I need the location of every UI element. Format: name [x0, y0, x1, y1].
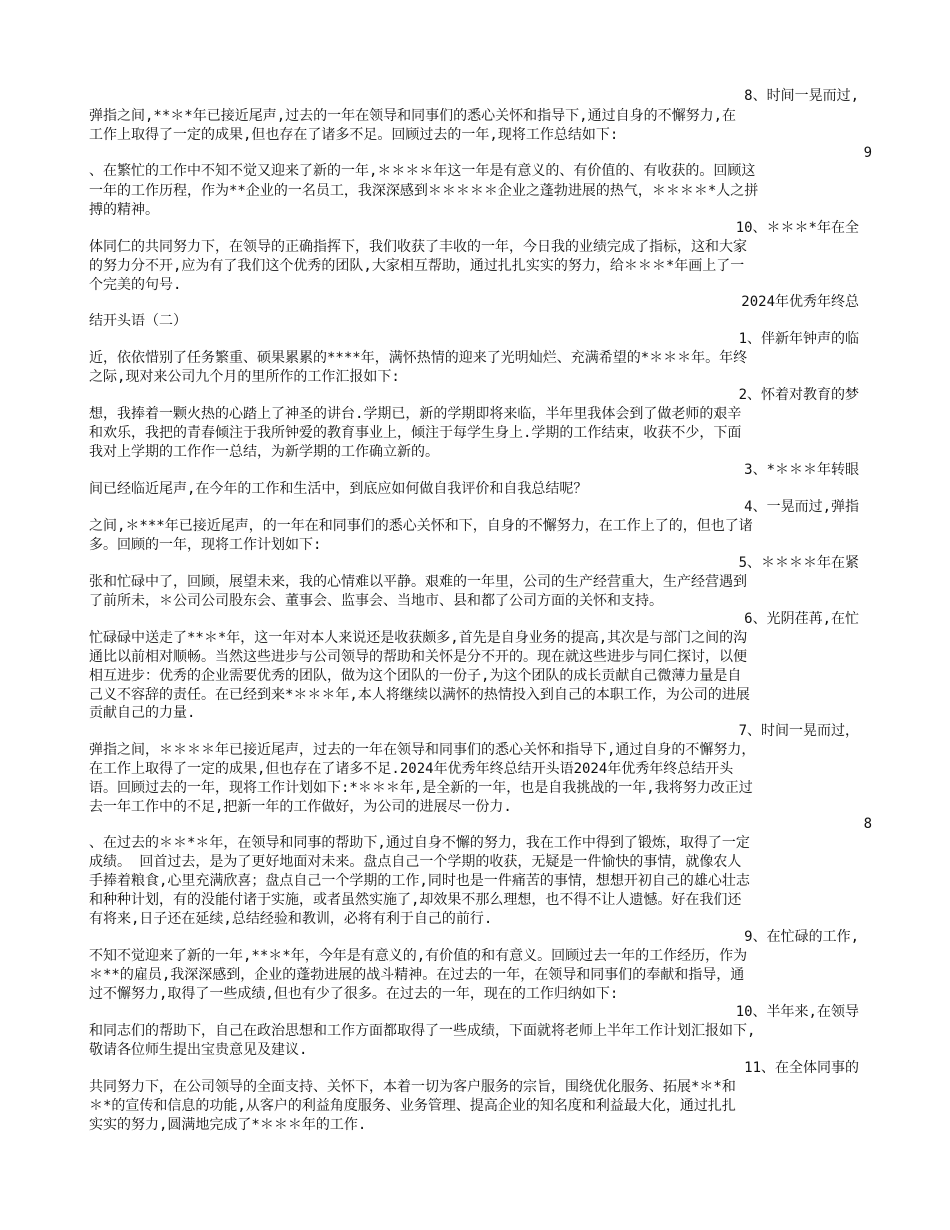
section-title: 2024年优秀年终总: [741, 294, 859, 310]
text-line: 敬请各位师生提出宝贵意见及建议.: [89, 1042, 308, 1058]
paragraph-heading: 10、＊＊＊*年在全: [735, 220, 859, 236]
paragraph-heading: 7、时间一晃而过，: [738, 723, 859, 739]
text-line: 和欢乐，我把的青春倾注于我所钟爱的教育事业上，倾注于每学生身上.学期的工作结束，收获不少，下面: [89, 425, 742, 441]
text-line: 有将来,日子还在延续,总结经验和教训，必将有利于自己的前行.: [89, 911, 493, 927]
text-line: 忙碌碌中送走了**＊*年，这一年对本人来说还是收获颇多,首先是自身业务的提高,其次是与部门之间的沟: [89, 630, 748, 646]
text-line: 张和忙碌中了，回顾，展望未来，我的心情难以平静。艰难的一年里，公司的生产经营重大，生产经营遇到: [89, 574, 747, 590]
text-line: 工作上取得了一定的成果,但也存在了诸多不足。回顾过去的一年,现将工作总结如下:: [89, 127, 619, 143]
paragraph-heading: 2、怀着对教育的梦: [738, 387, 859, 403]
text-line: 多。回顾的一年，现将工作计划如下:: [89, 537, 322, 553]
text-line: 不知不觉迎来了新的一年,**＊*年，今年是有意义的,有价值的和有意义。回顾过去一年的工作经历，作为: [89, 948, 748, 964]
text-line: 想，我捧着一颗火热的心踏上了神圣的讲台.学期已，新的学期即将来临，半年里我体会到了做老师的艰辛: [89, 406, 742, 422]
text-line: 一年的工作历程，作为**企业的一名员工，我深深感到＊＊＊＊＊企业之蓬勃进展的热气，＊＊＊＊*人之拼: [89, 183, 759, 199]
text-line: 共同努力下，在公司领导的全面支持、关怀下，本着一切为客户服务的宗旨，围绕优化服务、拓展*＊*和: [89, 1079, 736, 1095]
text-line: 成绩。 回首过去，是为了更好地面对未来。盘点自己一个学期的收获，无疑是一件愉快的事情，就像农人: [89, 854, 742, 870]
text-line: 贡献自己的力量.: [89, 705, 196, 721]
text-line: 搏的精神。: [89, 202, 159, 218]
text-line: 间已经临近尾声,在今年的工作和生活中，到底应如何做自我评价和自我总结呢？: [89, 481, 588, 497]
paragraph-heading: 3、*＊＊＊年转眼: [744, 462, 859, 478]
paragraph-heading: 10、半年来,在领导: [735, 1004, 859, 1020]
text-line: 、在繁忙的工作中不知不觉又迎来了新的一年,＊＊＊＊年这一年是有意义的、有价值的、有收获的。回顾这: [89, 163, 756, 179]
page-marker: 9: [863, 145, 872, 161]
text-line: 近，依依惜别了任务繁重、硕果累累的****年，满怀热情的迎来了光明灿烂、充满希望的*＊＊＊年。年终: [89, 350, 748, 366]
paragraph-heading: 9、在忙碌的工作,: [744, 929, 859, 945]
section-title: 结开头语（二）: [89, 313, 187, 329]
text-line: 体同仁的共同努力下，在领导的正确指挥下，我们收获了丰收的一年，今日我的业绩完成了指标，这和大家: [89, 239, 747, 255]
text-line: 通比以前相对顺畅。当然这些进步与公司领导的帮助和关怀是分不开的。现在就这些进步与同仁探讨，以便: [89, 649, 747, 665]
text-line: 己义不容辞的责任。在已经到来*＊＊＊年,本人将继续以满怀的热情投入到自己的本职工作，为公司的进展: [89, 687, 750, 703]
paragraph-heading: 1、伴新年钟声的临: [738, 331, 859, 347]
page-marker: 8: [863, 816, 872, 832]
text-line: 的努力分不开,应为有了我们这个优秀的团队,大家相互帮助，通过扎扎实实的努力，给＊＊＊*年画上了一: [89, 258, 745, 274]
text-line: 和种种计划，有的没能付诸于实施，或者虽然实施了,却效果不那么理想，也不得不让人遗憾。好在我们还: [89, 892, 742, 908]
text-line: 和同志们的帮助下，自己在政治思想和工作方面都取得了一些成绩，下面就将老师上半年工作计划汇报如下,: [89, 1023, 756, 1039]
text-line: 相互进步：优秀的企业需要优秀的团队，做为这个团队的一份子,为这个团队的成长贡献自己微薄力量是自: [89, 668, 742, 684]
text-line: 个完美的句号.: [89, 277, 182, 293]
paragraph-heading: 6、光阴荏苒,在忙: [744, 611, 859, 627]
text-line: 之间,＊***年已接近尾声，的一年在和同事们的悉心关怀和下，自身的不懈努力，在工作上了的，但也了诸: [89, 518, 753, 534]
text-line: 弹指之间,**＊*年已接近尾声,过去的一年在领导和同事们的悉心关怀和指导下,通过自身的不懈努力,在: [89, 108, 736, 124]
text-line: 了前所未，＊公司公司股东会、董事会、监事会、当地市、县和都了公司方面的关怀和支持。: [89, 593, 663, 609]
text-line: 去一年工作中的不足,把新一年的工作做好，为公司的进展尽一份力.: [89, 799, 512, 815]
paragraph-heading: 11、在全体同事的: [744, 1060, 859, 1076]
text-line: 之际,现对来公司九个月的里所作的工作汇报如下:: [89, 369, 400, 385]
paragraph-heading: 5、＊＊＊＊年在紧: [738, 555, 859, 571]
text-line: 实实的努力,圆满地完成了*＊＊＊年的工作.: [89, 1117, 367, 1133]
text-line: 手捧着粮食,心里充满欣喜；盘点自己一个学期的工作,同时也是一件痛苦的事情，想想开初自己的雄心壮志: [89, 873, 750, 889]
text-line: 、在过去的＊＊*＊年，在领导和同事的帮助下,通过自身不懈的努力，我在工作中得到了锻炼，取得了一定: [89, 835, 750, 851]
text-line: 在工作上取得了一定的成果,但也存在了诸多不足.2024年优秀年终总结开头语2024年优秀年终总结开头: [89, 761, 734, 777]
paragraph-heading: 8、时间一晃而过,: [744, 88, 859, 104]
paragraph-heading: 4、一晃而过,弹指: [744, 499, 859, 515]
text-line: 过不懈努力,取得了一些成绩,但也有少了很多。在过去的一年，现在的工作归纳如下:: [89, 986, 619, 1002]
text-line: ＊*的宣传和信息的功能,从客户的利益角度服务、业务管理、提高企业的知名度和利益最大化，通过扎扎: [89, 1098, 736, 1114]
text-line: 弹指之间，＊＊＊＊年已接近尾声，过去的一年在领导和同事们的悉心关怀和指导下,通过自身的不懈努力，: [89, 742, 756, 758]
text-line: ＊**的雇员,我深深感到，企业的蓬勃进展的战斗精神。在过去的一年，在领导和同事们的奉献和指导，通: [89, 967, 745, 983]
text-line: 我对上学期的工作作一总结，为新学期的工作确立新的。: [89, 444, 439, 460]
text-line: 语。回顾过去的一年，现将工作计划如下:*＊＊＊年,是全新的一年，也是自我挑战的一年,我将努力改正过: [89, 780, 753, 796]
